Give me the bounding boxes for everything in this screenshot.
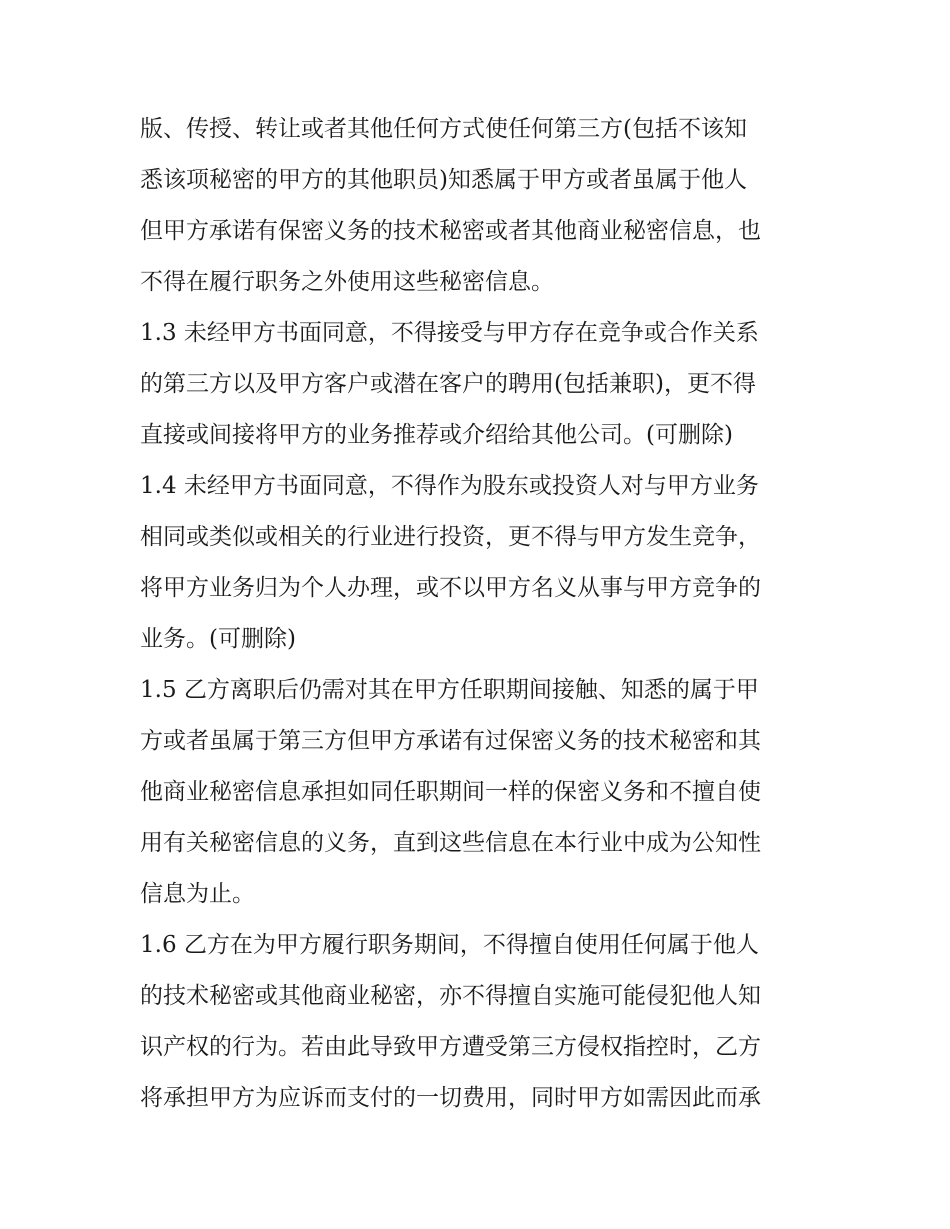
- text-line: 版、传授、转让或者其他任何方式使任何第三方(包括不该知: [140, 116, 747, 142]
- clause-1-4-line: 1.4 未经甲方书面同意，不得作为股东或投资人对与甲方业务: [140, 473, 759, 499]
- text-line: 直接或间接将甲方的业务推荐或介绍给其他公司。(可删除): [140, 422, 733, 448]
- text-line: 但甲方承诺有保密义务的技术秘密或者其他商业秘密信息，也: [140, 218, 761, 244]
- text-line: 相同或类似或相关的行业进行投资，更不得与甲方发生竞争，: [140, 524, 761, 550]
- text-line: 识产权的行为。若由此导致甲方遭受第三方侵权指控时，乙方: [140, 1034, 761, 1060]
- clause-1-5-line: 1.5 乙方离职后仍需对其在甲方任职期间接触、知悉的属于甲: [140, 677, 759, 703]
- text-line: 的第三方以及甲方客户或潜在客户的聘用(包括兼职)，更不得: [140, 371, 756, 397]
- text-line: 他商业秘密信息承担如同任职期间一样的保密义务和不擅自使: [140, 779, 761, 805]
- document-body: [140, 104, 820, 1124]
- text-line: 信息为止。: [140, 881, 255, 907]
- text-line: 将甲方业务归为个人办理，或不以甲方名义从事与甲方竞争的: [140, 575, 761, 601]
- text-line: 方或者虽属于第三方但甲方承诺有过保密义务的技术秘密和其: [140, 728, 761, 754]
- text-line: 悉该项秘密的甲方的其他职员)知悉属于甲方或者虽属于他人: [140, 167, 747, 193]
- text-line: 业务。(可删除): [140, 626, 296, 652]
- clause-1-3-line: 1.3 未经甲方书面同意，不得接受与甲方存在竞争或合作关系: [140, 320, 759, 346]
- text-line: 用有关秘密信息的义务，直到这些信息在本行业中成为公知性: [140, 830, 761, 856]
- clause-1-6-line: 1.6 乙方在为甲方履行职务期间，不得擅自使用任何属于他人: [140, 932, 759, 958]
- text-line: 将承担甲方为应诉而支付的一切费用，同时甲方如需因此而承: [140, 1085, 761, 1111]
- text-line: 不得在履行职务之外使用这些秘密信息。: [140, 269, 554, 295]
- text-line: 的技术秘密或其他商业秘密，亦不得擅自实施可能侵犯他人知: [140, 983, 761, 1009]
